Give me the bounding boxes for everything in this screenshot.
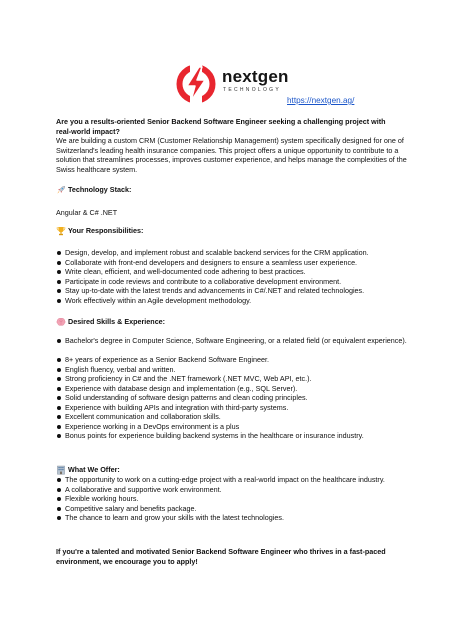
- company-logo: [176, 64, 296, 104]
- responsibilities-title: Your Responsibilities:: [68, 226, 144, 236]
- tech-stack-heading: [56, 185, 131, 195]
- closing-line-1: If you're a talented and motivated Senior Backend Software Engineer who thrives in a fast-paced: [56, 547, 386, 556]
- list-item: Experience with building APIs and integration with third-party systems.: [56, 403, 364, 413]
- intro-body-line-1: We are building a custom CRM (Customer Relationship Management) system specifically designed for one of: [56, 136, 404, 145]
- intro-headline-line-2: real-world impact?: [56, 126, 120, 136]
- list-item: Bonus points for experience building backend systems in the healthcare or insurance industry.: [56, 431, 364, 441]
- rocket-icon: [56, 185, 66, 195]
- company-website-link[interactable]: https://nextgen.ag/: [287, 96, 355, 105]
- list-item: Write clean, efficient, and well-documented code adhering to best practices.: [56, 267, 369, 277]
- responsibilities-heading: [56, 226, 143, 236]
- list-item: 8+ years of experience as a Senior Backend Software Engineer.: [56, 355, 364, 365]
- intro-body-line-4: Swiss healthcare system.: [56, 164, 138, 174]
- list-item: Experience working in a DevOps environment is a plus: [56, 422, 364, 432]
- skills-degree-list: [56, 336, 407, 346]
- offer-title: What We Offer:: [68, 465, 120, 475]
- list-item: Competitive salary and benefits package.: [56, 504, 385, 514]
- intro-body-line-3: solution that streamlines processes, improves customer experience, and helps manage the complexities of the: [56, 155, 407, 164]
- logo-tagline: TECHNOLOGY: [223, 87, 282, 93]
- offer-heading: [56, 465, 120, 475]
- list-item: Excellent communication and collaboration skills.: [56, 412, 364, 422]
- list-item: Design, develop, and implement robust and scalable backend services for the CRM application.: [56, 248, 369, 258]
- list-item: Collaborate with front-end developers and designers to ensure a seamless user experience.: [56, 258, 369, 268]
- list-item: Stay up-to-date with the latest trends and advancements in C#/.NET and related technologies.: [56, 286, 369, 296]
- trophy-icon: [56, 226, 66, 236]
- logo-wordmark: nextgen: [222, 67, 289, 86]
- list-item: A collaborative and supportive work environment.: [56, 485, 385, 495]
- list-item: Experience with database design and implementation (e.g., SQL Server).: [56, 384, 364, 394]
- skills-list: [56, 355, 364, 441]
- list-item: Strong proficiency in C# and the .NET framework (.NET MVC, Web API, etc.).: [56, 374, 364, 384]
- lightning-logo-icon: [176, 64, 216, 104]
- closing-line-2: environment, we encourage you to apply!: [56, 556, 198, 566]
- list-item: Flexible working hours.: [56, 494, 385, 504]
- list-item: English fluency, verbal and written.: [56, 365, 364, 375]
- brain-icon: [56, 317, 66, 327]
- list-item: Bachelor's degree in Computer Science, Software Engineering, or a related field (or equivalent experience).: [56, 336, 407, 346]
- list-item: The opportunity to work on a cutting-edge project with a real-world impact on the healthcare industry.: [56, 475, 385, 485]
- list-item: The chance to learn and grow your skills with the latest technologies.: [56, 513, 385, 523]
- list-item: Solid understanding of software design patterns and clean coding principles.: [56, 393, 364, 403]
- tech-stack-value: Angular & C# .NET: [56, 208, 118, 217]
- skills-title: Desired Skills & Experience:: [68, 317, 166, 327]
- list-item: Participate in code reviews and contribute to a collaborative development environment.: [56, 277, 369, 287]
- responsibilities-list: [56, 248, 369, 305]
- offer-list: [56, 475, 385, 523]
- skills-heading: [56, 317, 165, 327]
- intro-headline-line-1: Are you a results-oriented Senior Backend Software Engineer seeking a challenging project with: [56, 117, 386, 126]
- intro-body-line-2: Switzerland's leading health insurance companies. This project offers a unique opportunity to contribute to a: [56, 145, 399, 155]
- office-building-icon: [56, 465, 66, 475]
- tech-stack-title: Technology Stack:: [68, 185, 132, 195]
- list-item: Work effectively within an Agile development methodology.: [56, 296, 369, 306]
